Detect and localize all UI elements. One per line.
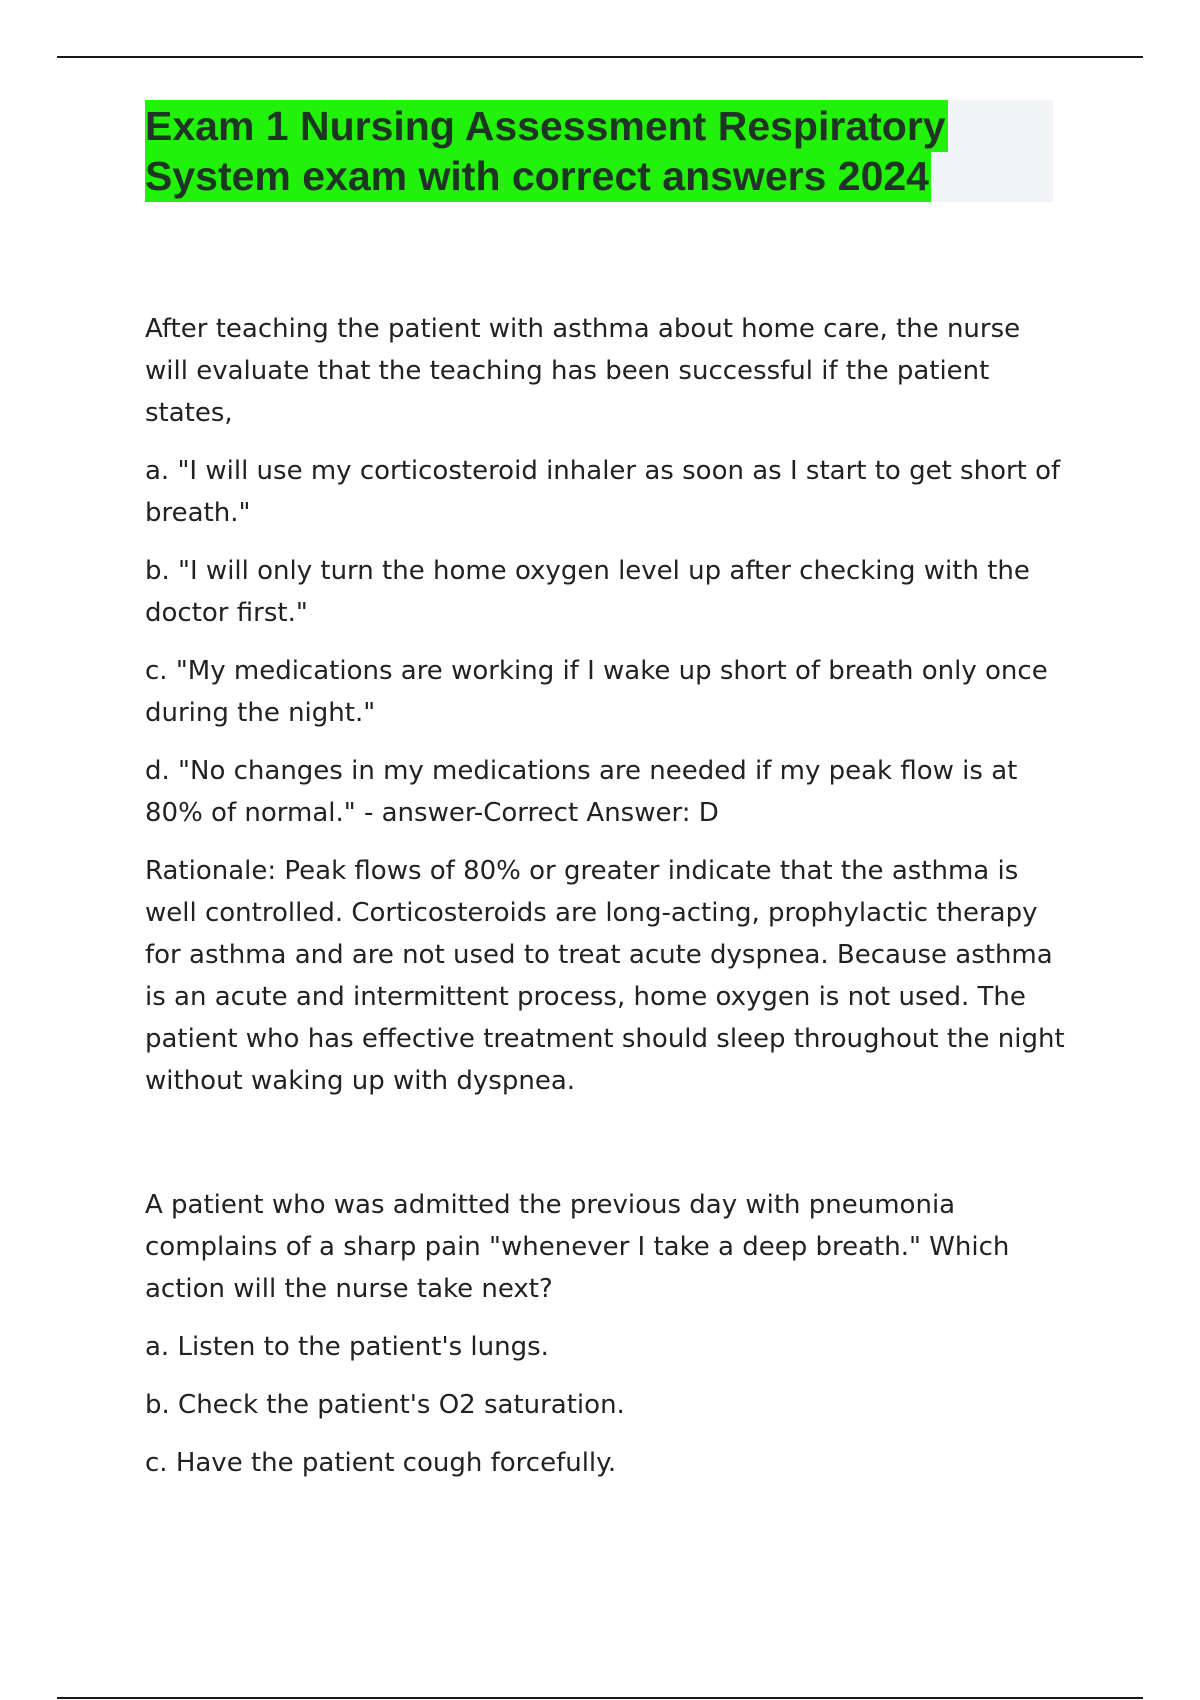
question-spacer	[145, 1118, 1065, 1184]
rationale: Rationale: Peak flows of 80% or greater indicate that the asthma is well controlled. Corticosteroids are long-acting, prophylactic therapy for asthma and are not used to treat acute dyspnea. Because asthma is an acute and intermittent process, home oxygen is not used. The patient who has effective treatment should sleep throughout the night without waking up with dyspnea.	[145, 856, 1065, 1096]
document-title-line-2: System exam with correct answers 2024	[145, 150, 931, 202]
answer-option-a: a. Listen to the patient's lungs.	[145, 1332, 549, 1362]
question-stem: After teaching the patient with asthma about home care, the nurse will evaluate that the teaching has been successful if the patient states,	[145, 314, 1021, 428]
question-1	[145, 308, 1065, 1102]
question-2	[145, 1184, 1065, 1484]
bottom-divider	[57, 1697, 1143, 1699]
answer-option-b: b. Check the patient's O2 saturation.	[145, 1390, 625, 1420]
question-stem: A patient who was admitted the previous day with pneumonia complains of a sharp pain "whenever I take a deep breath." Which action will the nurse take next?	[145, 1190, 1010, 1304]
answer-option-c: c. "My medications are working if I wake up short of breath only once during the night."	[145, 656, 1048, 728]
document-title-line-1: Exam 1 Nursing Assessment Respiratory	[145, 100, 948, 152]
document-body	[145, 308, 1065, 1500]
top-divider	[57, 56, 1143, 58]
answer-option-a: a. "I will use my corticosteroid inhaler as soon as I start to get short of breath."	[145, 456, 1061, 528]
answer-option-b: b. "I will only turn the home oxygen level up after checking with the doctor first."	[145, 556, 1030, 628]
answer-option-c: c. Have the patient cough forcefully.	[145, 1448, 617, 1478]
answer-option-d: d. "No changes in my medications are needed if my peak flow is at 80% of normal." - answer-Correct Answer: D	[145, 756, 1018, 828]
